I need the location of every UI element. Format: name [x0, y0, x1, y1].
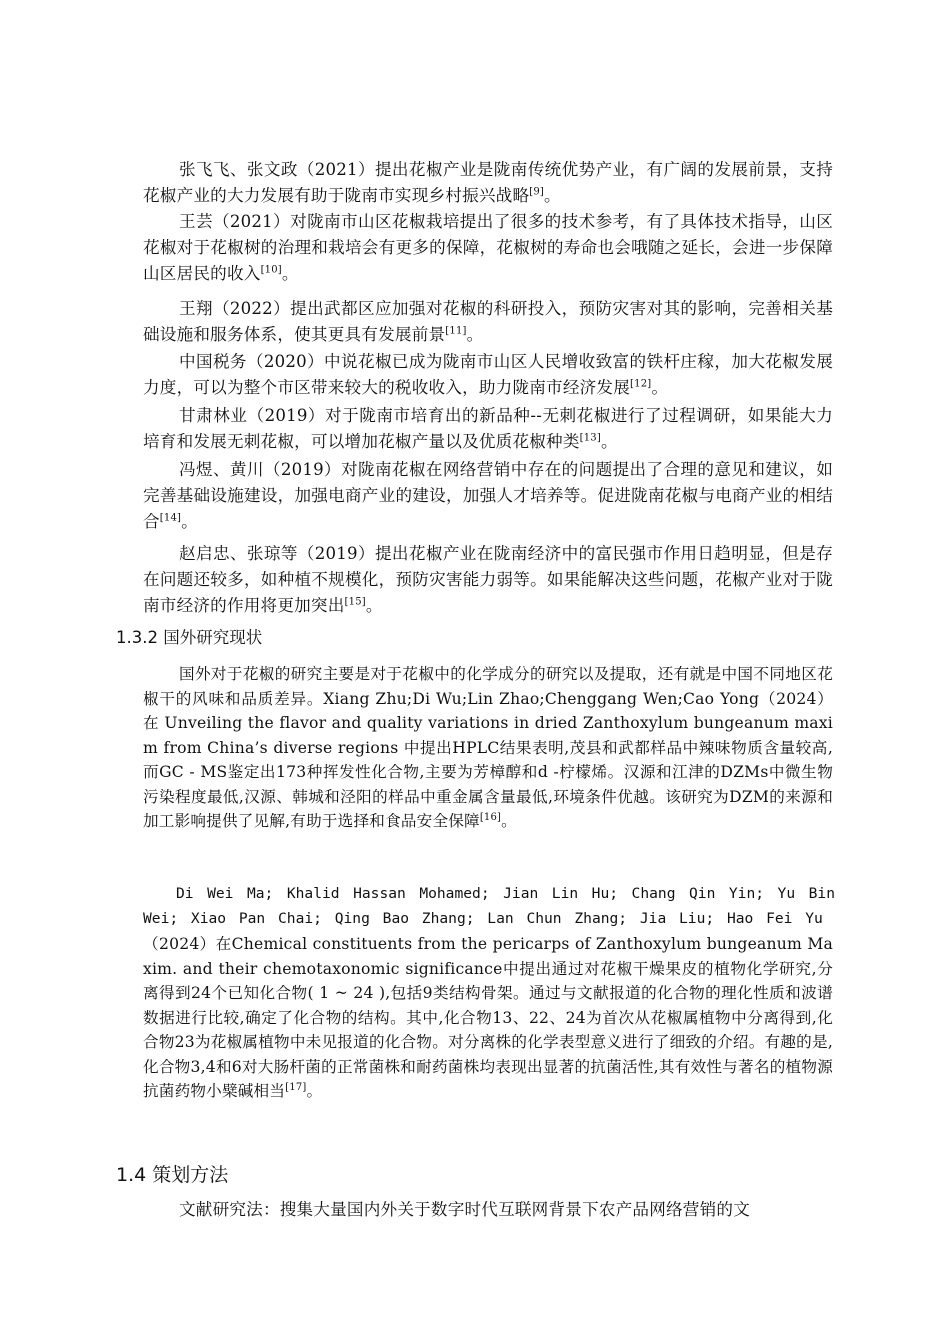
- paragraph-gansu-forestry: 甘肃林业（2019）对于陇南市培育出的新品种--无刺花椒进行了过程调研，如果能大力培育和发展无刺花椒，可以增加花椒产量以及优质花椒种类[13]。: [143, 406, 833, 451]
- paper-authors: Di Wei Ma; Khalid Hassan Mohamed; Jian Lin Hu; Chang Qin Yin; Yu Bin Wei; Xiao Pan Chai; Qing Bao Zhang; Lan Chun Zhang; Jia Liu; Hao Fei Yu: [143, 885, 835, 927]
- citation-ref: [12]: [630, 378, 652, 390]
- paragraph-foreign-research: 国外对于花椒的研究主要是对于花椒中的化学成分的研究以及提取，还有就是中国不同地区花椒干的风味和品质差异。Xiang Zhu;Di Wu;Lin Zhao;Chenggang Wen;Cao Yong（2024）在 Unveiling the flavor and quality variations in dried Zanthoxylum bungeanum maxim from China’s diverse regions 中提出HPLC结果表明,茂县和武都样品中辣味物质含量较高,而GC - MS鉴定出173种挥发性化合物,主要为芳樟醇和d -柠檬烯。汉源和江津的DZMs中微生物污染程度最低,汉源、韩城和泾阳的样品中重金属含量最低,环境条件优越。该研究为DZM的来源和加工影响提供了见解,有助于选择和食品安全保障[16]。: [143, 665, 833, 830]
- paragraph-literature-method: 文献研究法：搜集大量国内外关于数字时代互联网背景下农产品网络营销的文: [179, 1200, 750, 1219]
- paragraph-zhang-feifei: 张飞飞、张文政（2021）提出花椒产业是陇南传统优势产业，有广阔的发展前景，支持花椒产业的大力发展有助于陇南市实现乡村振兴战略[9]。: [143, 160, 833, 205]
- citation-ref: [17]: [285, 1081, 307, 1093]
- citation-ref: [14]: [159, 512, 182, 524]
- citation-ref: [16]: [479, 811, 502, 823]
- paragraph-wang-xiang: 王翔（2022）提出武都区应加强对花椒的科研投入，预防灾害对其的影响，完善相关基础设施和服务体系，使其更具有发展前景[11]。: [143, 299, 833, 344]
- citation-ref: [9]: [529, 186, 545, 198]
- section-heading-1-3-2: 1.3.2 国外研究现状: [116, 628, 263, 647]
- paragraph-china-tax: 中国税务（2020）中说花椒已成为陇南市山区人民增收致富的铁杆庄稼，加大花椒发展力度，可以为整个市区带来较大的税收收入，助力陇南市经济发展[12]。: [143, 352, 833, 397]
- paragraph-chemical-constituents: （2024）在Chemical constituents from the pericarps of Zanthoxylum bungeanum Maxim. and their chemotaxonomic significance中提出通过对花椒干燥果皮的植物化学研究,分离得到24个已知化合物( 1 ~ 24 ),包括9类结构骨架。通过与文献报道的化合物的理化性质和波谱数据进行比较,确定了化合物的结构。其中,化合物13、22、24为首次从花椒属植物中分离得到,化合物23为花椒属植物中未见报道的化合物。对分离株的化学表型意义进行了细致的介绍。有趣的是,化合物3,4和6对大肠杆菌的正常菌株和耐药菌株均表现出显著的抗菌活性,其有效性与著名的植物源抗菌药物小檗碱相当[17]。: [143, 935, 833, 1100]
- section-heading-1-4: 1.4 策划方法: [116, 1164, 229, 1186]
- paragraph-wang-yun: 王芸（2021）对陇南市山区花椒栽培提出了很多的技术参考，有了具体技术指导，山区花椒对于花椒树的治理和栽培会有更多的保障，花椒树的寿命也会哦随之延长，会进一步保障山区居民的收入[10]。: [143, 212, 833, 283]
- citation-ref: [13]: [579, 432, 601, 444]
- citation-ref: [11]: [445, 325, 467, 337]
- paragraph-feng-yu: 冯煜、黄川（2019）对陇南花椒在网络营销中存在的问题提出了合理的意见和建议，如完善基础设施建设，加强电商产业的建设，加强人才培养等。促进陇南花椒与电商产业的相结合[14]。: [143, 460, 833, 531]
- citation-ref: [10]: [260, 264, 282, 276]
- citation-ref: [15]: [344, 596, 366, 608]
- paragraph-zhao-qizhong: 赵启忠、张琼等（2019）提出花椒产业在陇南经济中的富民强市作用日趋明显，但是存在问题还较多，如种植不规模化，预防灾害能力弱等。如果能解决这些问题，花椒产业对于陇南市经济的作用将更加突出[15]。: [143, 544, 833, 615]
